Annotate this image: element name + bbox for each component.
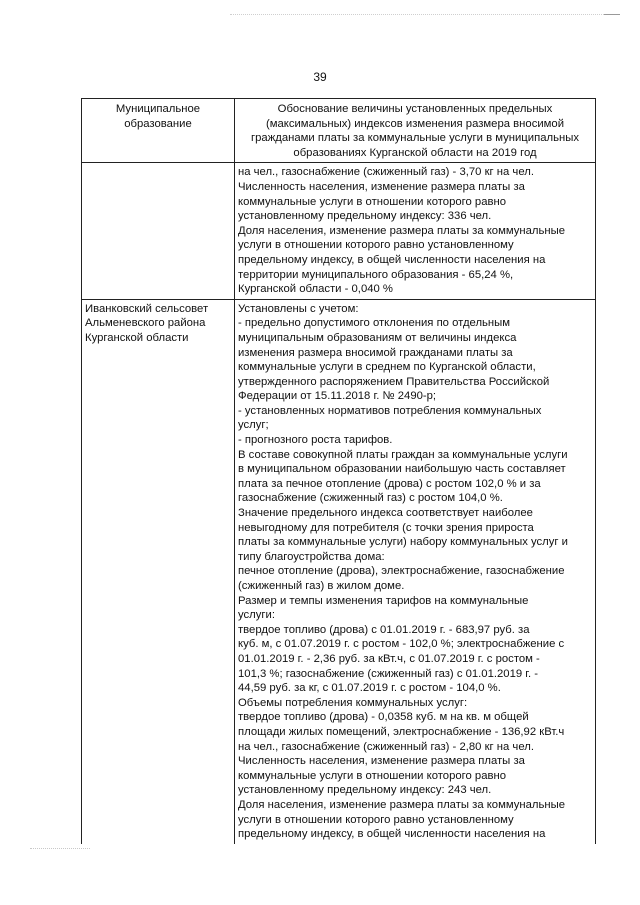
justification-line: 01.01.2019 г. - 2,36 руб. за кВт.ч, с 01.07.2019 г. с ростом - <box>238 652 540 665</box>
justification-line: муниципальным образованиям от величины индекса <box>238 331 517 344</box>
page-number: 39 <box>313 70 327 84</box>
header-justification: Обоснование величины установленных предельных (максимальных) индексов изменения размера вносимой гражданами платы за коммунальные услуги в муниципальных образованиях Курганской области на 2019 год <box>235 99 596 163</box>
justification-line: платы за коммунальные услуги) набору коммунальных услуг и <box>238 536 568 549</box>
justification-line: площади жилых помещений, электроснабжение - 136,92 кВт.ч <box>238 725 565 738</box>
justification-line: твердое топливо (дрова) с 01.01.2019 г. - 683,97 руб. за <box>238 623 530 636</box>
justification-line: печное отопление (дрова), электроснабжение, газоснабжение <box>238 565 565 578</box>
justification-line: утвержденного распоряжением Правительства Российской <box>238 375 550 388</box>
justification-line: коммунальные услуги в отношении которого равно <box>238 195 507 208</box>
justification-line: - установленных нормативов потребления коммунальных <box>238 404 542 417</box>
justification-line: Размер и темпы изменения тарифов на коммунальные <box>238 594 529 607</box>
justification-line: - предельно допустимого отклонения по отдельным <box>238 317 511 330</box>
table-row <box>82 299 596 843</box>
justification-line: Численность населения, изменение размера платы за <box>238 180 525 193</box>
municipality-cell <box>82 299 235 843</box>
justification-line: услуги в отношении которого равно установленному <box>238 813 514 826</box>
justification-line: Численность населения, изменение размера платы за <box>238 755 525 768</box>
justification-line: установленному предельному индексу: 243 чел. <box>238 784 492 797</box>
justification-line: услуги: <box>238 609 275 622</box>
justification-line: твердое топливо (дрова) - 0,0358 куб. м на кв. м общей <box>238 711 529 724</box>
justification-line: Федерации от 15.11.2018 г. № 2490-р; <box>238 390 437 403</box>
scan-artifact-dash <box>604 14 620 15</box>
justification-line: услуги в отношении которого равно установленному <box>238 239 514 252</box>
justification-line: В составе совокупной платы граждан за коммунальные услуги <box>238 448 568 461</box>
justification-table <box>81 98 596 844</box>
table-row <box>82 163 596 299</box>
justification-line: на чел., газоснабжение (сжиженный газ) - 2,80 кг на чел. <box>238 740 534 753</box>
justification-line: Установлены с учетом: <box>238 302 359 315</box>
justification-line: коммунальные услуги в среднем по Курганской области, <box>238 361 536 374</box>
justification-line: Курганской области - 0,040 % <box>238 283 393 296</box>
justification-line: 44,59 руб. за кг, с 01.07.2019 г. с ростом - 104,0 %. <box>238 682 501 695</box>
municipality-name: Иванковский сельсовет Альменевского района Курганской области <box>85 302 209 344</box>
justification-cell <box>235 163 596 299</box>
justification-line: (сжиженный газ) в жилом доме. <box>238 580 405 592</box>
justification-line: газоснабжение (сжиженный газ) с ростом 104,0 %. <box>238 492 503 505</box>
table-header-row <box>82 99 596 163</box>
justification-line: - прогнозного роста тарифов. <box>238 434 393 447</box>
justification-line: Объемы потребления коммунальных услуг: <box>238 696 468 709</box>
justification-line: территории муниципального образования - 65,24 %, <box>238 268 514 281</box>
justification-line: типу благоустройства дома: <box>238 550 385 563</box>
justification-line: предельному индексу, в общей численности населения на <box>238 828 546 841</box>
justification-line: установленному предельному индексу: 336 чел. <box>238 210 492 223</box>
scan-artifact-specks <box>30 848 90 861</box>
municipality-cell <box>82 163 235 299</box>
justification-line: Доля населения, изменение размера платы за коммунальные <box>238 224 566 237</box>
justification-line: куб. м, с 01.07.2019 г. с ростом - 102,0 %; электроснабжение с <box>238 638 565 651</box>
justification-line: коммунальные услуги в отношении которого равно <box>238 769 507 782</box>
justification-line: услуг; <box>238 419 269 432</box>
justification-line: невыгодному для потребителя (с точки зрения прироста <box>238 521 534 534</box>
justification-line: на чел., газоснабжение (сжиженный газ) - 3,70 кг на чел. <box>238 166 534 179</box>
justification-line: Доля населения, изменение размера платы за коммунальные <box>238 798 566 811</box>
header-municipality: Муниципальное образование <box>82 99 235 163</box>
scan-artifact-dots <box>230 14 620 17</box>
justification-line: предельному индексу, в общей численности населения на <box>238 253 546 266</box>
justification-line: Значение предельного индекса соответствует наиболее <box>238 507 533 520</box>
justification-line: в муниципальном образовании наибольшую часть составляет <box>238 463 566 476</box>
justification-line: изменения размера вносимой гражданами платы за <box>238 346 513 359</box>
justification-cell <box>235 299 596 843</box>
justification-line: 101,3 %; газоснабжение (сжиженный газ) с 01.01.2019 г. - <box>238 667 539 680</box>
justification-line: плата за печное отопление (дрова) с ростом 102,0 % и за <box>238 477 541 490</box>
